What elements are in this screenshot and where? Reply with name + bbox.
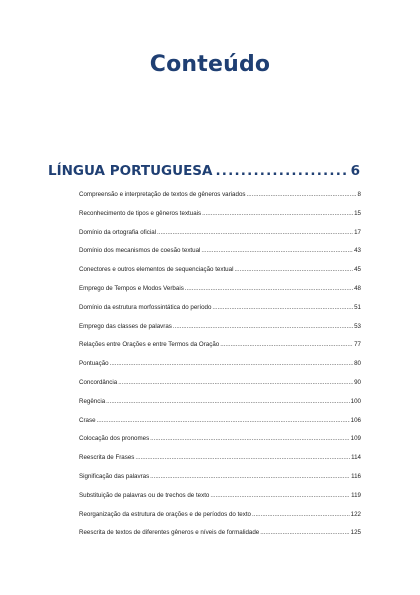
dot-leader	[215, 163, 347, 179]
page-title: Conteúdo	[149, 52, 271, 77]
toc-entry[interactable]	[79, 355, 361, 374]
dot-leader	[252, 506, 350, 525]
toc-entry-text: Reescrita de Frases	[79, 454, 135, 462]
toc-entry-text: Significação das palavras	[79, 472, 150, 480]
toc-entry-page: 119	[351, 491, 361, 499]
section-page-number: 6	[350, 163, 360, 179]
dot-leader	[150, 430, 350, 449]
toc-entry[interactable]	[79, 205, 361, 224]
toc-entry-text: Colocação dos pronomes	[79, 435, 150, 443]
toc-section-heading[interactable]	[48, 163, 360, 179]
dot-leader	[157, 224, 353, 243]
toc-entry[interactable]	[79, 393, 361, 412]
toc-entry[interactable]	[79, 487, 361, 506]
toc-entry-page: 114	[351, 454, 361, 462]
dot-leader	[118, 374, 353, 393]
toc-entry-page: 45	[354, 266, 361, 274]
toc-entry[interactable]	[79, 224, 361, 243]
toc-entry-text: Concordância	[79, 378, 118, 386]
toc-entry[interactable]	[79, 336, 361, 355]
toc-entry-text: Emprego das classes de palavras	[79, 322, 172, 330]
toc-entry[interactable]	[79, 299, 361, 318]
toc-entry-page: 106	[350, 416, 361, 424]
toc-entry-page: 17	[354, 228, 361, 236]
toc-entry-page: 53	[354, 322, 361, 330]
toc-entry[interactable]	[79, 280, 361, 299]
toc-entry[interactable]	[79, 242, 361, 261]
toc-entry-page: 8	[357, 191, 361, 198]
toc-entry-list	[79, 186, 361, 543]
toc-entry-text: Crase	[79, 416, 96, 424]
toc-entry[interactable]	[79, 506, 361, 525]
toc-entry-page: 125	[350, 529, 361, 537]
toc-entry-page: 15	[354, 209, 361, 217]
toc-entry[interactable]	[79, 374, 361, 393]
dot-leader	[150, 468, 350, 487]
toc-entry-page: 100	[350, 397, 361, 405]
toc-entry-text: Reescrita de textos de diferentes gêneros e níveis de formalidade	[79, 529, 260, 537]
toc-entry[interactable]	[79, 261, 361, 280]
dot-leader	[135, 449, 350, 468]
toc-entry-text: Reorganização da estrutura de orações e de períodos do texto	[79, 510, 251, 518]
toc-entry-page: 122	[350, 510, 361, 518]
toc-entry-text: Pontuação	[79, 360, 109, 368]
toc-entry[interactable]	[79, 186, 361, 205]
dot-leader	[97, 412, 350, 431]
dot-leader	[210, 487, 350, 506]
toc-entry-text: Reconhecimento de tipos e gêneros textuais	[79, 209, 202, 217]
toc-entry[interactable]	[79, 449, 361, 468]
toc-entry-text: Domínio da ortografia oficial	[79, 228, 157, 236]
toc-entry-page: 109	[350, 435, 361, 443]
toc-entry-text: Domínio da estrutura morfossintática do período	[79, 303, 212, 311]
toc-entry-text: Compreensão e interpretação de textos de gêneros variados	[79, 191, 246, 198]
toc-entry-page: 43	[354, 247, 361, 255]
toc-entry[interactable]	[79, 430, 361, 449]
toc-entry-page: 77	[354, 341, 361, 349]
toc-entry-text: Emprego de Tempos e Modos Verbais	[79, 284, 184, 292]
dot-leader	[201, 242, 353, 261]
dot-leader	[234, 261, 353, 280]
dot-leader	[260, 524, 349, 543]
dot-leader	[220, 336, 353, 355]
toc-entry-page: 80	[354, 360, 361, 368]
dot-leader	[106, 393, 350, 412]
dot-leader	[185, 280, 353, 299]
dot-leader	[110, 355, 354, 374]
section-label: LÍNGUA PORTUGUESA	[48, 163, 213, 179]
toc-entry-page: 90	[354, 378, 361, 386]
toc-entry-text: Conectores e outros elementos de sequenciação textual	[79, 266, 234, 274]
toc-entry-text: Regência	[79, 397, 106, 405]
dot-leader	[246, 186, 356, 205]
toc-entry-page: 48	[354, 284, 361, 292]
toc-entry[interactable]	[79, 412, 361, 431]
toc-entry-text: Domínio dos mecanismos de coesão textual	[79, 247, 201, 255]
dot-leader	[212, 299, 353, 318]
dot-leader	[173, 318, 353, 337]
toc-entry[interactable]	[79, 318, 361, 337]
dot-leader	[202, 205, 353, 224]
toc-entry-text: Substituição de palavras ou de trechos de texto	[79, 491, 210, 499]
toc-entry[interactable]	[79, 524, 361, 543]
toc-entry-page: 116	[351, 472, 361, 480]
toc-entry-page: 51	[354, 303, 361, 311]
toc-entry-text: Relações entre Orações e entre Termos da Oração	[79, 341, 220, 349]
toc-entry[interactable]	[79, 468, 361, 487]
